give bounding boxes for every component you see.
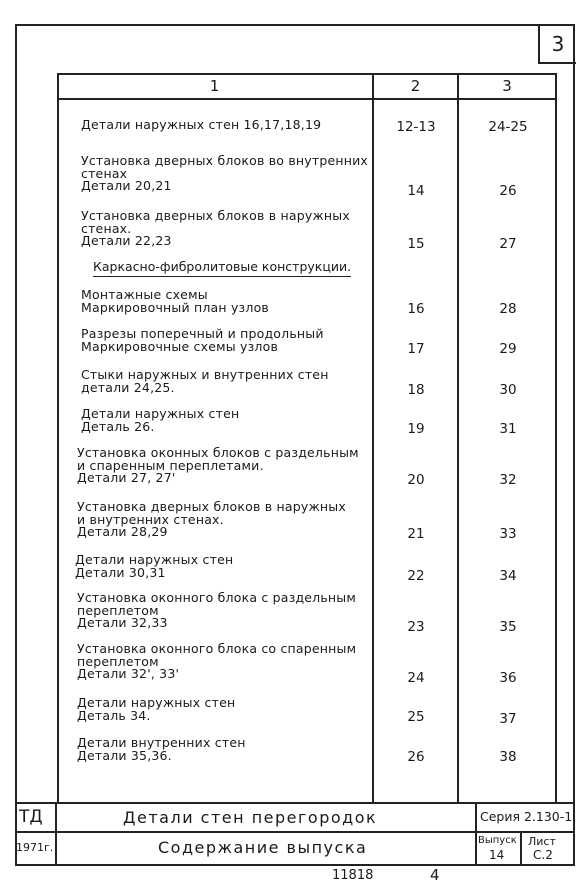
- row-line: Детали наружных стен: [81, 406, 240, 421]
- title-block-divider-2: [475, 802, 477, 866]
- row-line: Детали наружных стен: [75, 552, 234, 567]
- row-description: [81, 119, 371, 132]
- row-col-2: 15: [407, 236, 425, 252]
- row-line: Детали наружных стен: [77, 695, 236, 710]
- row-line: Детали 35,36.: [77, 747, 172, 763]
- header-top-rule: [57, 73, 557, 75]
- table-left-border: [57, 73, 59, 803]
- row-description: [77, 737, 367, 762]
- issue-label: Выпуск: [478, 835, 517, 846]
- row-col-3: 37: [499, 711, 517, 727]
- header-bottom-rule: [57, 98, 557, 100]
- column-divider-1: [372, 73, 374, 803]
- row-line: Установка дверных блоков в наружных: [77, 499, 346, 514]
- sheet-label: Лист: [528, 835, 556, 848]
- row-line: Детали внутренних стен: [77, 735, 246, 750]
- row-col-3: 29: [499, 341, 517, 357]
- title-block-top-rule: [15, 802, 575, 804]
- header-col-2: 2: [410, 77, 421, 95]
- row-col-3: 33: [499, 526, 517, 542]
- row-line: Детали 30,31: [75, 564, 166, 580]
- header-col-1: 1: [209, 77, 220, 95]
- sheet-subtitle: Содержание выпуска: [158, 838, 368, 857]
- row-col-2: 17: [407, 341, 425, 357]
- row-line: Установка дверных блоков в наружных: [81, 208, 350, 223]
- row-line: Детали 27, 27': [77, 470, 176, 485]
- row-col-2: 24: [407, 670, 425, 686]
- row-col-2: 21: [407, 526, 425, 542]
- row-line: Маркировочные схемы узлов: [81, 338, 279, 354]
- row-col-2: 19: [407, 421, 425, 437]
- row-col-3: 34: [499, 568, 517, 584]
- page-number: 3: [538, 26, 576, 64]
- row-line: стенах: [81, 165, 128, 181]
- row-col-3: 35: [499, 619, 517, 635]
- row-line: Деталь 26.: [81, 418, 155, 434]
- code-top: ТД: [19, 807, 43, 827]
- row-col-3: 31: [499, 421, 517, 437]
- row-col-2: 20: [407, 472, 425, 488]
- section-heading: Каркасно-фибролитовые конструкции.: [93, 259, 351, 277]
- contents-table: [57, 73, 557, 803]
- title-block-divider-1: [55, 802, 57, 866]
- stamp-mark: 4: [430, 866, 440, 884]
- row-description: [77, 643, 367, 681]
- sheet-title: Детали стен перегородок: [123, 808, 378, 827]
- row-col-2: 23: [407, 619, 425, 635]
- row-col-2: 14: [407, 183, 425, 199]
- row-line: Детали 28,29: [77, 524, 168, 539]
- row-line: Детали 20,21: [81, 178, 172, 193]
- row-line: Установка оконного блока с раздельным: [77, 590, 357, 605]
- row-col-3: 32: [499, 472, 517, 488]
- row-line: Детали 22,23: [81, 233, 172, 248]
- title-block-middle-rule: [15, 831, 575, 833]
- stamp-number: 11818: [332, 868, 374, 883]
- row-line: Стыки наружных и внутренних стен: [81, 367, 329, 382]
- row-col-3: 26: [499, 183, 517, 199]
- row-description: [81, 155, 371, 193]
- row-line: Установка оконного блока со спаренным: [77, 641, 357, 656]
- row-col-2: 12-13: [396, 119, 436, 135]
- row-line: Детали 32', 33': [77, 666, 180, 681]
- row-line: переплетом: [77, 602, 159, 618]
- row-col-3: 38: [499, 749, 517, 765]
- row-description: [81, 369, 371, 394]
- row-line: Детали 32,33: [77, 615, 168, 630]
- row-line: детали 24,25.: [81, 379, 175, 395]
- row-line: Монтажные схемы: [81, 287, 208, 302]
- series-label: Серия 2.130-1: [480, 809, 573, 824]
- row-line: Деталь 34.: [77, 707, 151, 723]
- row-line: Установка дверных блоков во внутренних: [81, 153, 369, 168]
- header-col-3: 3: [502, 77, 512, 95]
- row-line: Разрезы поперечный и продольный: [81, 326, 324, 341]
- row-description: [77, 592, 367, 630]
- row-col-2: 22: [407, 568, 425, 584]
- issue-value: 14: [489, 848, 505, 862]
- row-line: Маркировочный план узлов: [81, 299, 269, 315]
- row-line: стенах.: [81, 220, 132, 236]
- row-description: [81, 289, 371, 314]
- row-line: и спаренным переплетами.: [77, 457, 264, 473]
- row-col-2: 26: [407, 749, 425, 765]
- sheet-value: С.2: [533, 848, 553, 862]
- row-col-3: 28: [499, 301, 517, 317]
- row-description: [81, 328, 371, 353]
- title-block: [15, 802, 575, 866]
- row-line: Детали наружных стен 16,17,18,19: [81, 117, 322, 132]
- row-description: [81, 210, 371, 248]
- row-col-3: 30: [499, 382, 517, 398]
- code-bottom: 1971г.: [16, 841, 54, 854]
- row-col-2: 25: [407, 709, 425, 725]
- row-description: [77, 501, 367, 539]
- row-col-2: 18: [407, 382, 425, 398]
- row-col-3: 24-25: [488, 119, 528, 135]
- row-description: [81, 408, 371, 433]
- row-col-3: 36: [499, 670, 517, 686]
- row-description: [77, 447, 367, 485]
- row-description: [77, 697, 367, 722]
- row-description: [75, 554, 365, 579]
- row-line: переплетом: [77, 653, 159, 669]
- row-col-3: 27: [499, 236, 517, 252]
- row-line: и внутренних стенах.: [77, 511, 224, 527]
- row-line: Установка оконных блоков с раздельным: [77, 445, 359, 460]
- title-block-divider-3: [520, 833, 522, 866]
- row-col-2: 16: [407, 301, 425, 317]
